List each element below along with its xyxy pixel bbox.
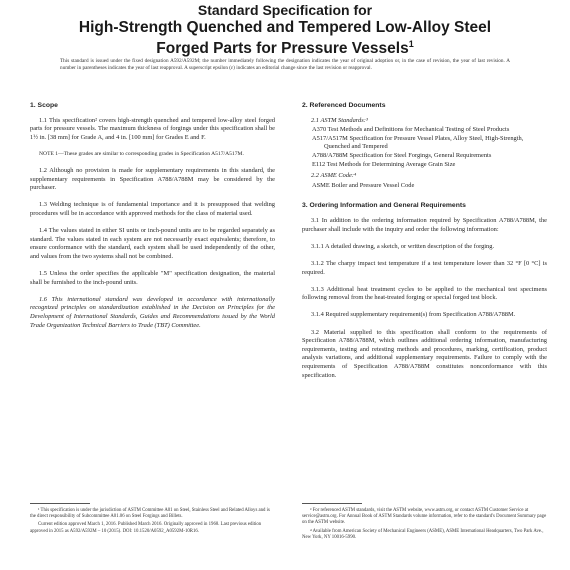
reference-item-e112[interactable]: E112 Test Methods for Determining Average Grain Size bbox=[312, 160, 456, 168]
footnotes-left bbox=[30, 508, 275, 537]
section-ordering-heading: 3. Ordering Information and General Requirements bbox=[302, 202, 466, 210]
title-line-2: High-Strength Quenched and Tempered Low-Alloy Steel bbox=[78, 19, 492, 36]
footnote-edition: Current edition approved March 1, 2016. Published March 2016. Originally approved in 1968. Last previous edition approved in 2015 as A592/A592M – 10 (2015). DOI: 10.1520/A0592_A0592M-10R16. bbox=[30, 522, 262, 534]
footnotes-right bbox=[302, 508, 547, 543]
footnote-divider-right bbox=[302, 503, 362, 504]
title-line-1: Standard Specification for bbox=[197, 2, 373, 18]
reference-item-a517[interactable]: A517/A517M Specification for Pressure Vessel Plates, Alloy Steel, High-Strength, Quenched and Tempered bbox=[312, 134, 524, 151]
right-column bbox=[302, 92, 547, 389]
title-line-3-text: Forged Parts for Pressure Vessels bbox=[156, 40, 409, 58]
ordering-para-3-1-2: 3.1.2 The charpy impact test temperature if a test temperature lower than 32 °F [0 °C] is required. bbox=[302, 259, 547, 276]
section-scope-heading: 1. Scope bbox=[30, 102, 58, 109]
asme-list bbox=[302, 182, 547, 191]
ordering-para-3-1-1: 3.1.1 A detailed drawing, a sketch, or written description of the forging. bbox=[311, 242, 495, 250]
document-title bbox=[0, 2, 570, 57]
ordering-para-3-1: 3.1 In addition to the ordering information required by Specification A788/A788M, the purchaser shall include with the inquiry and order the following information: bbox=[302, 216, 547, 233]
footnote-4: ⁴ Available from American Society of Mechanical Engineers (ASME), ASME International Headquarters, Two Park Ave., New York, NY 10016-5990. bbox=[302, 528, 544, 540]
footnote-1: ¹ This specification is under the jurisdiction of ASTM Committee A01 on Steel, Stainless Steel and Related Alloys and is the direct responsibility of Subcommittee A01.06 on Steel Forgings and Billets. bbox=[30, 508, 270, 520]
astm-standards-label: 2.1 ASTM Standards:³ bbox=[311, 116, 368, 124]
scope-para-1-2: 1.2 Although no provision is made for supplementary requirements in this standard, the supplementary requirements in Specification A788/A788M may be considered by the purchaser. bbox=[30, 166, 275, 192]
title-line-3 bbox=[0, 36, 570, 57]
designation-notice: This standard is issued under the fixed designation A592/A592M; the number immediately following the designation indicates the year of original adoption or, in the case of revision, the year of last revision. A number in parentheses indicates the year of last reapproval. A superscript epsilon (ε) indicates an editorial change since the last revision or reapproval. bbox=[60, 58, 510, 71]
reference-item-a370[interactable]: A370 Test Methods and Definitions for Mechanical Testing of Steel Products bbox=[312, 126, 510, 134]
scope-para-1-4: 1.4 The values stated in either SI units or inch-pound units are to be regarded separately as standard. The values stated in each system are not necessarily exact equivalents; therefore, to ensure conformance with the standard, each system shall be used independently of the other, and values from the two systems shall not be combined. bbox=[30, 227, 275, 260]
asme-code-label: 2.2 ASME Code:⁴ bbox=[311, 172, 357, 180]
reference-item-asme-bpvc[interactable]: ASME Boiler and Pressure Vessel Code bbox=[312, 181, 415, 189]
footnote-3: ³ For referenced ASTM standards, visit the ASTM website, www.astm.org, or contact ASTM Customer Service at service@astm.org. For Annual Book of ASTM Standards volume information, refer to the standard's Document Summary page on the ASTM website. bbox=[302, 508, 547, 526]
scope-para-1-5: 1.5 Unless the order specifies the applicable "M" specification designation, the material shall be furnished to the inch-pound units. bbox=[30, 270, 275, 286]
scope-para-1-6: 1.6 This international standard was developed in accordance with internationally recognized principles on standardization established in the Decision on Principles for the Development of International Standards, Guides and Recommendations issued by the World Trade Organization Technical Barriers to Trade (TBT) Committee. bbox=[30, 295, 275, 329]
ordering-para-3-2: 3.2 Material supplied to this specification shall conform to the requirements of Specification A788/A788M, which outlines additional ordering information, manufacturing requirements, testing and retesting methods and procedures, marking, certification, product analysis variations, and additional supplementary requirements. Failure to comply with the requirements of Specification A788/A788M constitutes nonconformance with this specification. bbox=[302, 328, 547, 379]
footnote-divider-left bbox=[30, 503, 90, 504]
reference-list bbox=[302, 126, 547, 169]
scope-note-1: NOTE 1—These grades are similar to corresponding grades in Specification A517/A517M. bbox=[39, 150, 244, 157]
title-footnote-mark: 1 bbox=[408, 39, 414, 49]
section-references-heading: 2. Referenced Documents bbox=[302, 102, 386, 109]
scope-para-1-3: 1.3 Welding technique is of fundamental importance and it is presupposed that welding procedures will be in accordance with approved methods for the class of material used. bbox=[30, 201, 275, 217]
left-column bbox=[30, 92, 275, 339]
scope-para-1-1: 1.1 This specification² covers high-strength quenched and tempered low-alloy steel forged parts for pressure vessels. The maximum thickness of forgings under this specification shall be 1½ in. [38 mm] for Grade A, and 4 in. [100 mm] for Grades E and F. bbox=[30, 116, 275, 141]
ordering-para-3-1-3: 3.1.3 Additional heat treatment cycles to be applied to the mechanical test specimens following removal from the heat-treated forging or special forged test block. bbox=[302, 285, 547, 302]
ordering-para-3-1-4: 3.1.4 Required supplementary requirement(s) from Specification A788/A788M. bbox=[311, 311, 516, 319]
reference-item-a788[interactable]: A788/A788M Specification for Steel Forgings, General Requirements bbox=[312, 151, 492, 159]
